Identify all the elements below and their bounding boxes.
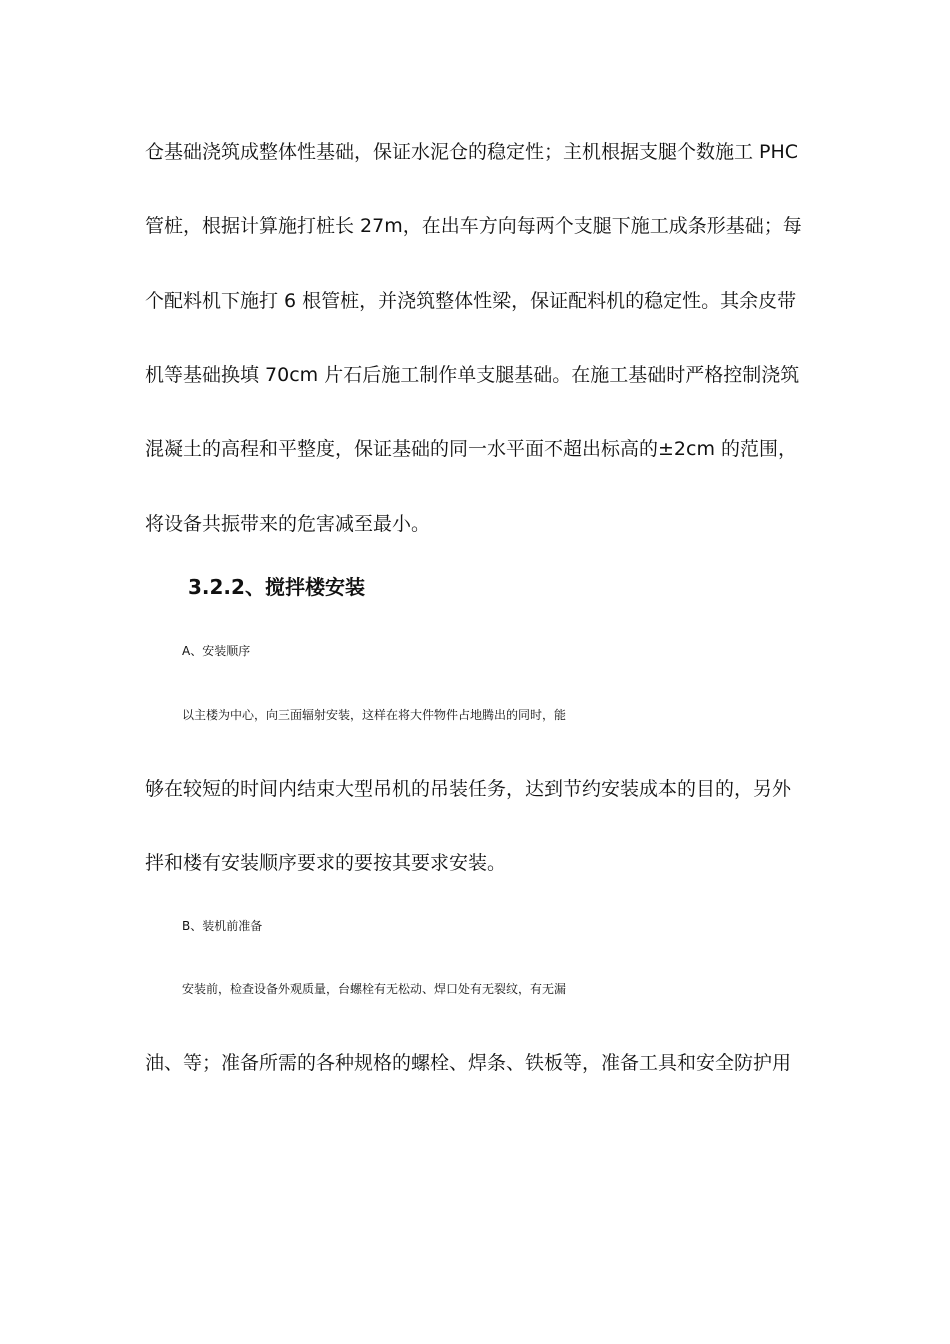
subsection-b-line-2: 油、等；准备所需的各种规格的螺栓、焊条、铁板等，准备工具和安全防护用 <box>145 1052 792 1074</box>
subsection-b-line-1: 安装前，检查设备外观质量，台螺栓有无松动、焊口处有无裂纹，有无漏 <box>182 982 567 996</box>
subsection-b-title: B、装机前准备 <box>182 919 263 933</box>
paragraph1-line-5: 混凝土的高程和平整度，保证基础的同一水平面不超出标高的±2cm 的范围， <box>145 438 798 460</box>
paragraph1-line-4: 机等基础换填 70cm 片石后施工制作单支腿基础。在施工基础时严格控制浇筑 <box>145 364 800 386</box>
section-heading: 3.2.2、搅拌楼安装 <box>188 575 365 599</box>
subsection-a-line-2: 够在较短的时间内结束大型吊机的吊装任务，达到节约安装成本的目的，另外 <box>145 778 792 800</box>
paragraph1-line-3: 个配料机下施打 6 根管桩，并浇筑整体性梁，保证配料机的稳定性。其余皮带 <box>145 290 797 312</box>
subsection-a-line-1: 以主楼为中心，向三面辐射安装，这样在将大件物件占地腾出的同时，能 <box>182 708 567 722</box>
subsection-a-title: A、安装顺序 <box>182 644 251 658</box>
subsection-a-line-3: 拌和楼有安装顺序要求的要按其要求安装。 <box>145 852 507 874</box>
paragraph1-line-6: 将设备共振带来的危害减至最小。 <box>145 513 431 535</box>
paragraph1-line-1: 仓基础浇筑成整体性基础，保证水泥仓的稳定性；主机根据支腿个数施工 PHC <box>145 141 799 163</box>
paragraph1-line-2: 管桩，根据计算施打桩长 27m，在出车方向每两个支腿下施工成条形基础；每 <box>145 215 802 237</box>
